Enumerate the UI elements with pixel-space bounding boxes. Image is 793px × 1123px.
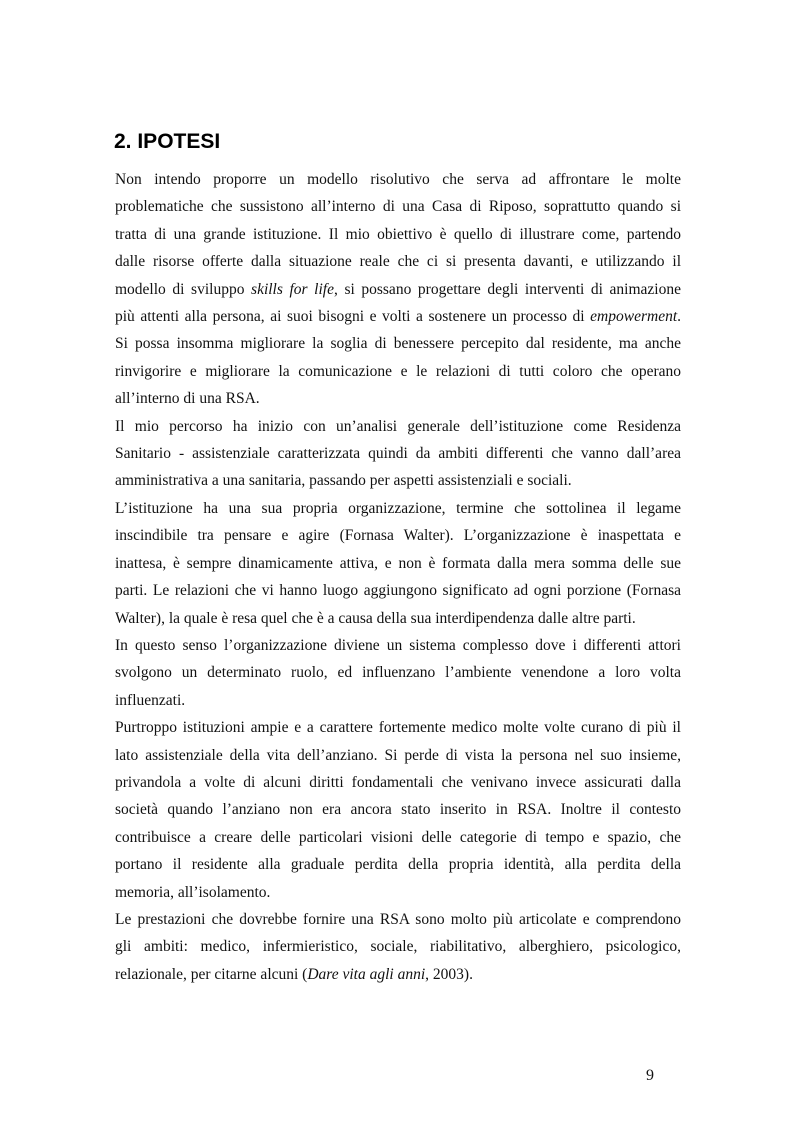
emphasis-empowerment: empowerment xyxy=(590,308,678,326)
text-line: inscindibile tra pensare e agire (Fornasa Walter). L’organizzazione è inaspettata e xyxy=(115,527,681,545)
text-line: rinvigorire e migliorare la comunicazione e le relazioni di tutti coloro che operano xyxy=(115,362,681,380)
text-run: modello di sviluppo xyxy=(115,280,252,298)
text-line xyxy=(115,303,681,330)
text-line: lato assistenziale della vita dell’anziano. Si perde di vista la persona nel suo insieme, xyxy=(115,746,681,764)
text-run: relazionale, per citarne alcuni ( xyxy=(115,965,308,983)
paragraph-3 xyxy=(115,495,681,632)
text-line xyxy=(115,276,681,303)
emphasis-citation-title: Dare vita agli anni xyxy=(307,965,426,983)
text-line: tratta di una grande istituzione. Il mio obiettivo è quello di illustrare come, partendo xyxy=(115,225,681,243)
section-heading: 2. IPOTESI xyxy=(114,130,221,153)
text-line: Sanitario - assistenziale caratterizzata quindi da ambiti differenti che vanno dall’area xyxy=(115,445,681,463)
text-line: gli ambiti: medico, infermieristico, sociale, riabilitativo, alberghiero, psicologico, xyxy=(115,938,681,956)
text-line: portano il residente alla graduale perdita della propria identità, alla perdita della xyxy=(115,856,681,874)
text-line: Walter), la quale è resa quel che è a causa della sua interdipendenza dalle altre parti. xyxy=(115,609,636,627)
text-line: privandola a volte di alcuni diritti fondamentali che venivano invece assicurati dalla xyxy=(115,773,681,791)
text-run: , si possano progettare degli interventi di animazione xyxy=(333,280,681,298)
text-line: In questo senso l’organizzazione diviene un sistema complesso dove i differenti attori xyxy=(115,636,681,654)
body-text xyxy=(115,166,681,988)
text-line: Purtroppo istituzioni ampie e a carattere fortemente medico molte volte curano di più il xyxy=(115,719,681,737)
paragraph-1 xyxy=(115,166,681,413)
paragraph-4 xyxy=(115,632,681,714)
text-line: L’istituzione ha una sua propria organizzazione, termine che sottolinea il legame xyxy=(115,499,681,517)
text-run: . xyxy=(677,308,681,326)
text-line: Non intendo proporre un modello risolutivo che serva ad affrontare le molte xyxy=(115,171,681,188)
text-line: memoria, all’isolamento. xyxy=(115,883,271,901)
text-line: contribuisce a creare delle particolari visioni delle categorie di tempo e spazio, che xyxy=(115,828,681,846)
text-line: dalle risorse offerte dalla situazione reale che ci si presenta davanti, e utilizzando il xyxy=(115,253,681,271)
text-line: all’interno di una RSA. xyxy=(115,390,260,408)
text-line: società quando l’anziano non era ancora stato inserito in RSA. Inoltre il contesto xyxy=(115,801,681,819)
paragraph-6 xyxy=(115,906,681,988)
text-line: influenzati. xyxy=(115,691,186,709)
paragraph-5 xyxy=(115,714,681,906)
text-line: Si possa insomma migliorare la soglia di benessere percepito dal residente, ma anche xyxy=(115,335,681,353)
page-number: 9 xyxy=(646,1067,654,1084)
text-line: inattesa, è sempre dinamicamente attiva, e non è formata dalla mera somma delle sue xyxy=(115,554,681,572)
text-line: amministrativa a una sanitaria, passando per aspetti assistenziali e sociali. xyxy=(115,472,572,490)
text-line: parti. Le relazioni che vi hanno luogo aggiungono significato ad ogni porzione (Fornasa xyxy=(115,582,681,600)
paragraph-2 xyxy=(115,413,681,495)
text-line xyxy=(115,961,681,988)
text-line: Le prestazioni che dovrebbe fornire una RSA sono molto più articolate e comprendono xyxy=(115,910,681,928)
text-run: , 2003). xyxy=(425,965,473,983)
emphasis-skills-for-life: skills for life xyxy=(251,280,334,298)
text-line: problematiche che sussistono all’interno di una Casa di Riposo, soprattutto quando si xyxy=(115,198,681,216)
text-line: svolgono un determinato ruolo, ed influenzano l’ambiente venendone a loro volta xyxy=(115,664,681,682)
text-line: Il mio percorso ha inizio con un’analisi generale dell’istituzione come Residenza xyxy=(115,417,681,435)
text-run: più attenti alla persona, ai suoi bisogni e volti a sostenere un processo di xyxy=(115,308,591,326)
